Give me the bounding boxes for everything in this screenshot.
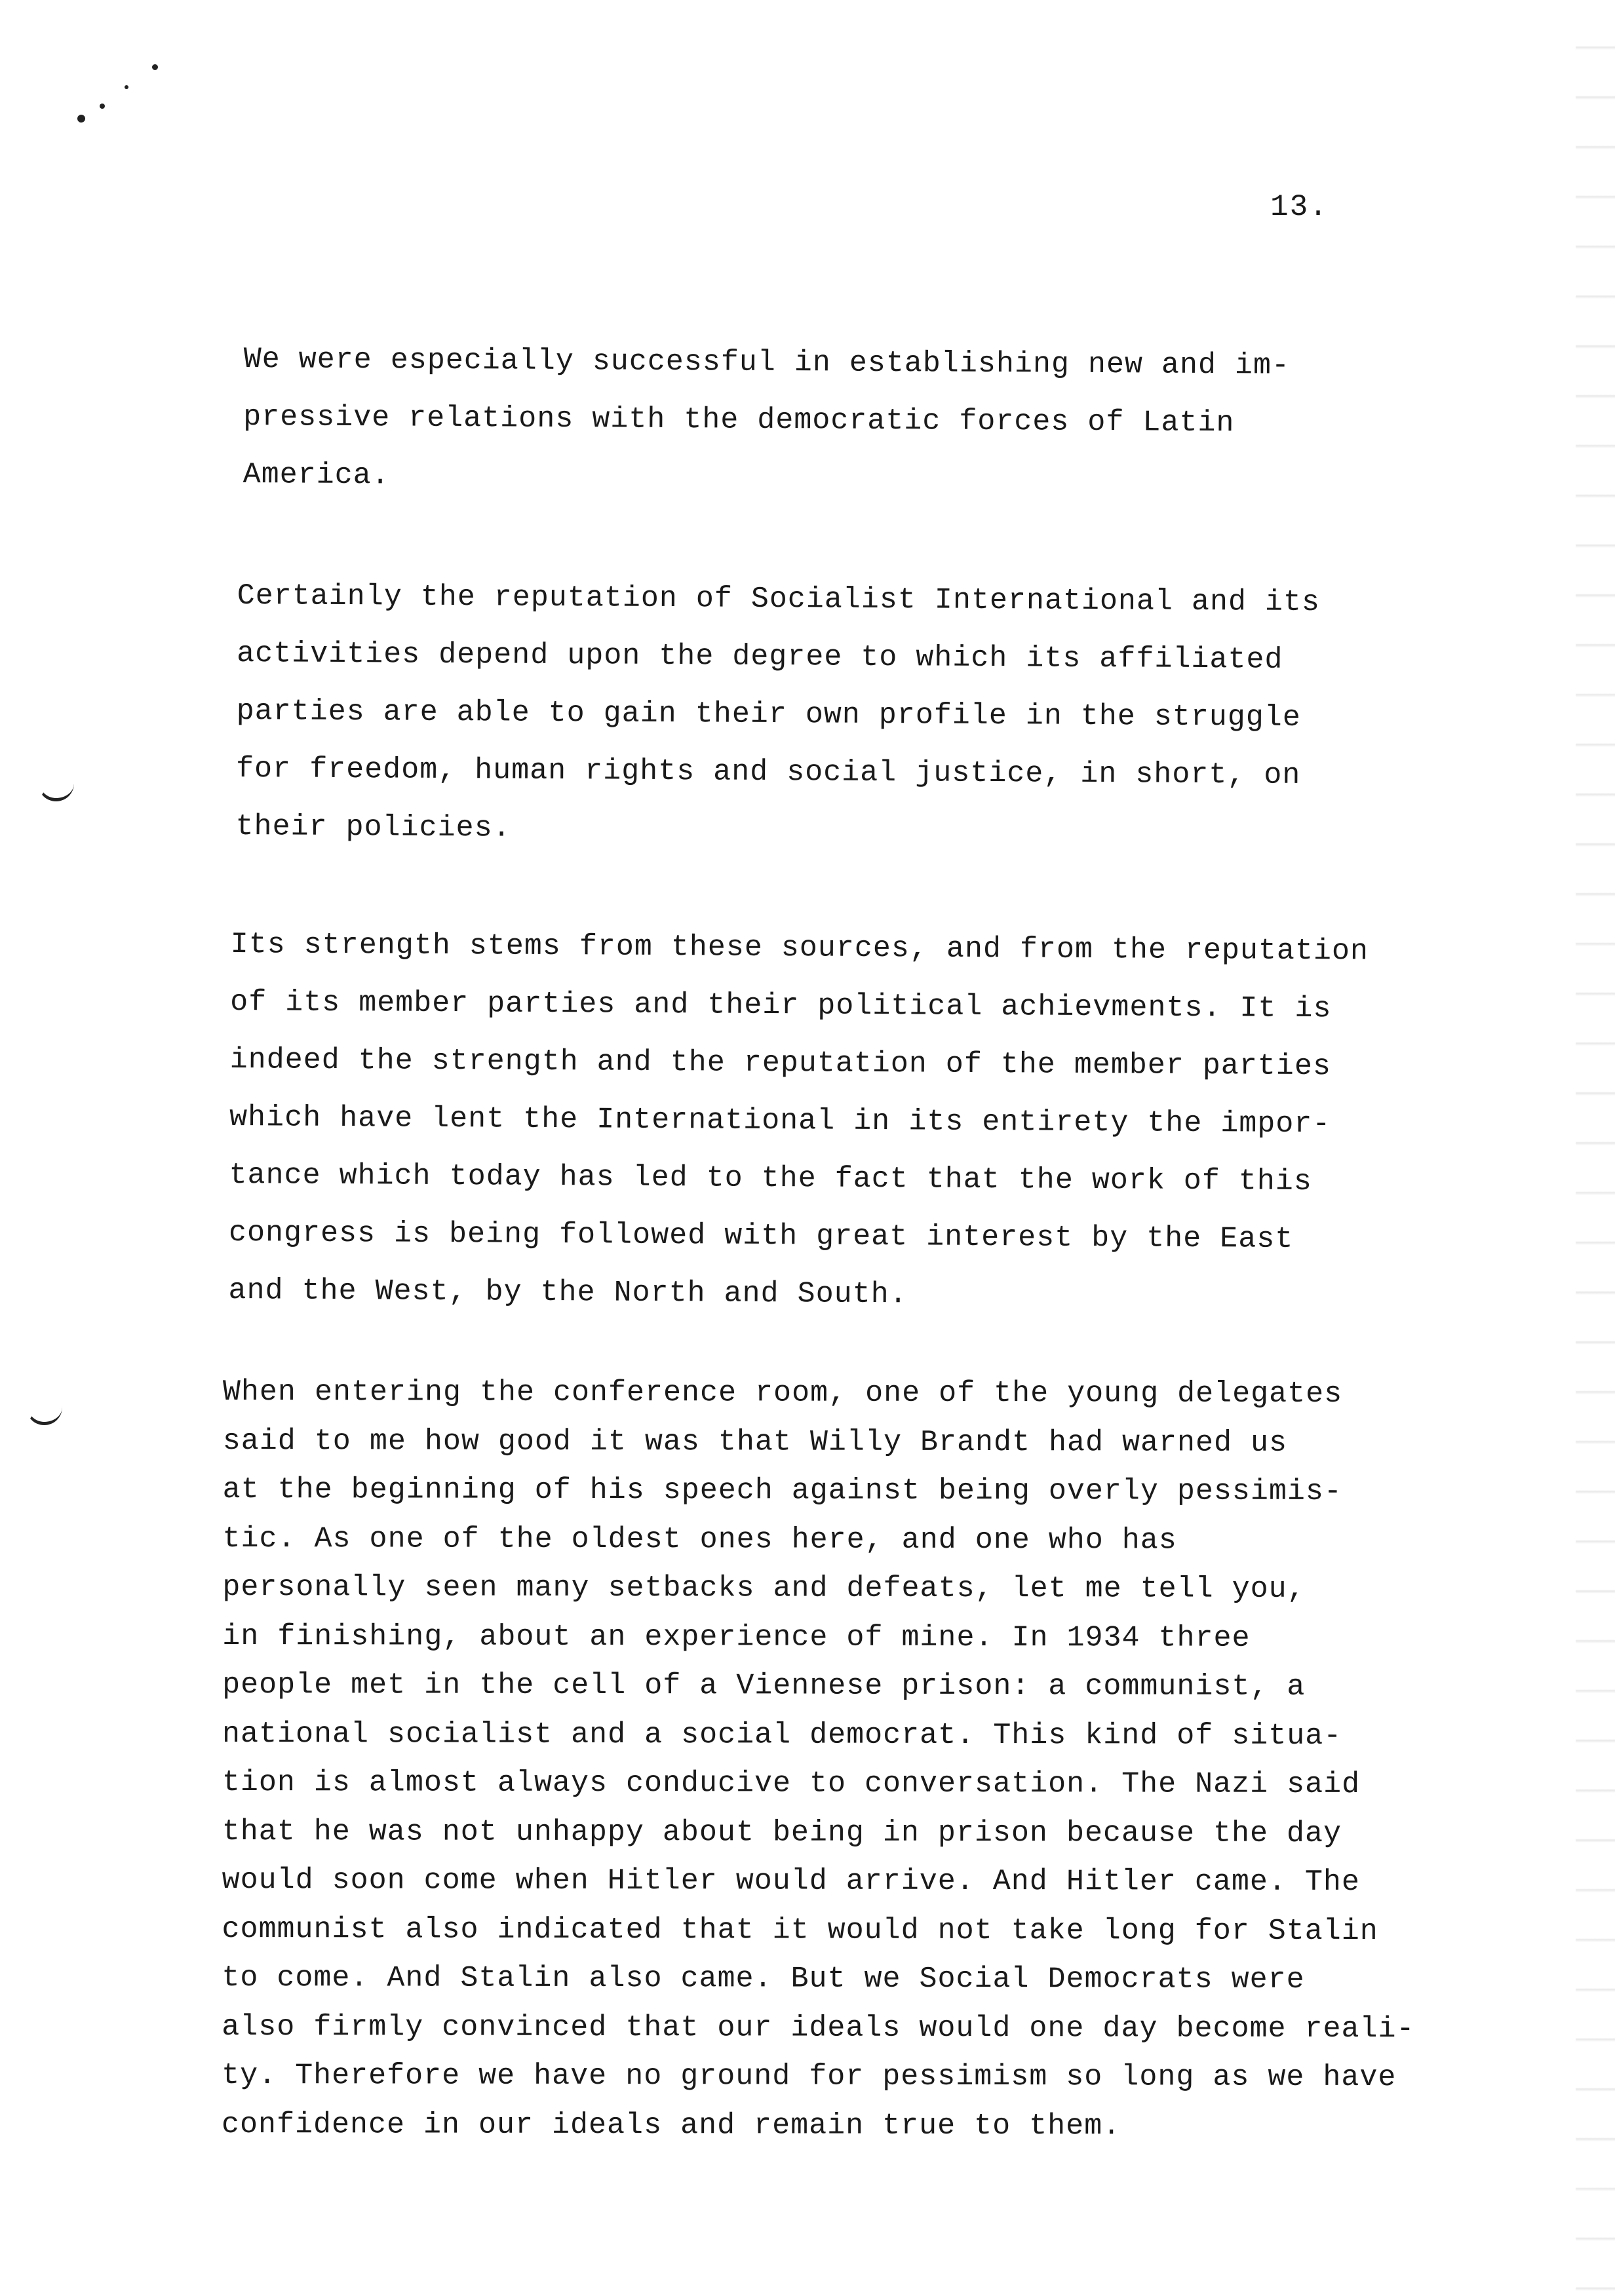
text-line: of its member parties and their political achievments. It is — [230, 985, 1332, 1026]
text-line: that he was not unhappy about being in prison because the day — [222, 1814, 1342, 1850]
text-line: congress is being followed with great interest by the East — [228, 1215, 1294, 1256]
text-line: We were especially successful in establishing new and im- — [243, 342, 1291, 383]
text-line: would soon come when Hitler would arrive. And Hitler came. The — [222, 1863, 1360, 1900]
page-number: 13. — [1270, 190, 1329, 224]
text-line: indeed the strength and the reputation of the member parties — [229, 1043, 1332, 1084]
text-line: tic. As one of the oldest ones here, and one who has — [222, 1521, 1177, 1558]
margin-bracket-mark — [26, 1402, 62, 1425]
text-line: confidence in our ideals and remain true to them. — [221, 2107, 1121, 2143]
text-line: Its strength stems from these sources, and from the reputation — [230, 927, 1369, 968]
punch-mark-dot — [100, 104, 105, 109]
text-line: tion is almost always conducive to conversation. The Nazi said — [222, 1765, 1361, 1802]
punch-mark-dot — [77, 115, 85, 123]
punch-mark-dot — [152, 64, 158, 70]
text-line: communist also indicated that it would not take long for Stalin — [222, 1912, 1378, 1948]
text-line: pressive relations with the democratic forces of Latin — [243, 400, 1235, 440]
punch-mark-dot — [125, 85, 128, 89]
text-line: and the West, by the North and South. — [228, 1273, 908, 1312]
text-line: activities depend upon the degree to which its affiliated — [237, 636, 1283, 677]
binding-edge-shadow — [1576, 0, 1615, 2296]
paragraph-prison-story — [222, 1368, 1416, 2151]
text-line: parties are able to gain their own profile in the struggle — [236, 694, 1302, 735]
text-line: When entering the conference room, one of the young delegates — [222, 1375, 1343, 1411]
text-line: at the beginning of his speech against being overly pessimis- — [222, 1472, 1342, 1508]
text-line: Certainly the reputation of Socialist International and its — [237, 579, 1321, 620]
margin-bracket-mark — [38, 778, 74, 801]
paragraph-latin-america — [243, 331, 1290, 510]
text-line: America. — [243, 457, 390, 493]
text-line: which have lent the International in its entirety the impor- — [229, 1100, 1331, 1141]
text-line: their policies. — [235, 809, 511, 845]
text-line: personally seen many setbacks and defeats, let me tell you, — [222, 1570, 1306, 1606]
text-line: in finishing, about an experience of mine. In 1934 three — [222, 1619, 1251, 1655]
text-line: people met in the cell of a Viennese prison: a communist, a — [222, 1668, 1306, 1704]
text-line: for freedom, human rights and social justice, in short, on — [235, 752, 1301, 792]
paragraph-reputation — [235, 567, 1320, 862]
text-line: also firmly convinced that our ideals would one day become reali- — [222, 2010, 1415, 2046]
text-line: national socialist and a social democrat. This kind of situa- — [222, 1717, 1342, 1753]
text-line: said to me how good it was that Willy Brandt had warned us — [222, 1424, 1288, 1460]
text-line: tance which today has led to the fact that the work of this — [229, 1158, 1312, 1199]
paragraph-strength — [228, 916, 1369, 1327]
text-line: ty. Therefore we have no ground for pessimism so long as we have — [222, 2058, 1397, 2095]
text-line: to come. And Stalin also came. But we Social Democrats were — [222, 1961, 1305, 1997]
